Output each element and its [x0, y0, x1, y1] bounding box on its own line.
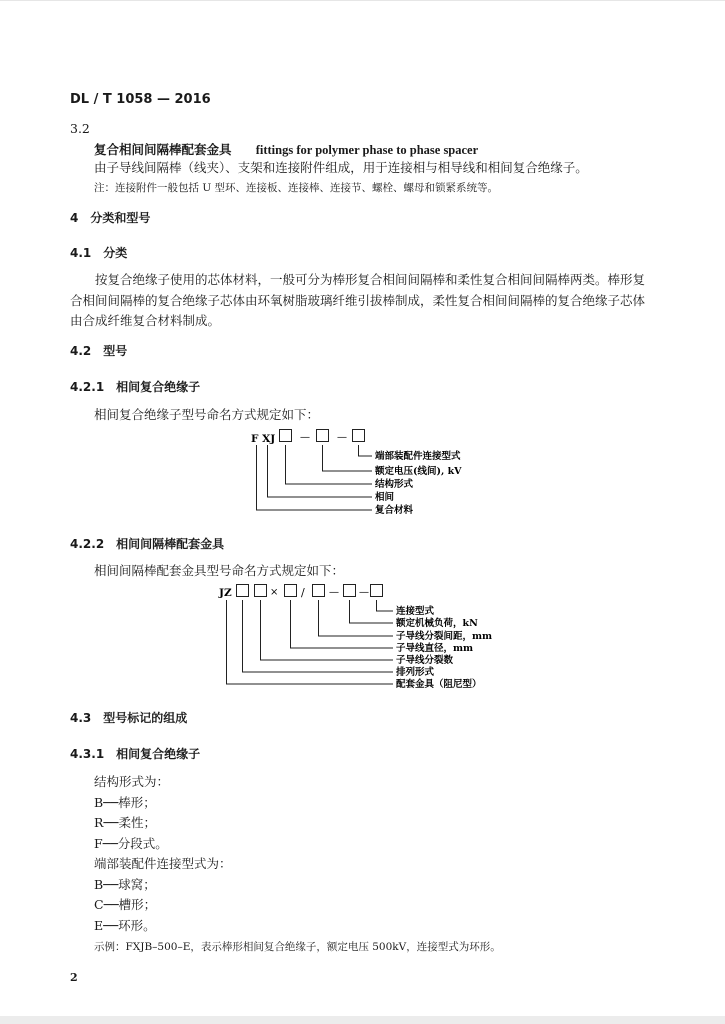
diagram1-prefix: F XJ [251, 433, 276, 445]
section-4-3-number: 4.3 [70, 711, 92, 725]
section-4-2-2-intro: 相间间隔棒配套金具型号命名方式规定如下： [94, 563, 345, 578]
diagram2-box-load [344, 585, 356, 597]
section-4-number: 4 [70, 211, 79, 225]
diagram2-box-spacing [313, 585, 325, 597]
diagram2-slash: / [301, 586, 305, 599]
diagram2-times: × [270, 587, 279, 598]
section-4-2-1-number: 4.2.1 [70, 380, 105, 394]
section-4-2-1-intro: 相间复合绝缘子型号命名方式规定如下： [94, 407, 320, 422]
diagram1-label-connection: 端部装配件连接型式 [375, 451, 461, 462]
section-4-3-1-heading [70, 745, 200, 762]
section-4-1-title: 分类 [103, 246, 128, 260]
diagram1-box-structure [280, 430, 292, 442]
section-4-2-2-heading [70, 535, 224, 552]
section-4-3-heading [70, 709, 187, 726]
section-4-title: 分类和型号 [90, 211, 151, 225]
section-4-3-1-title: 相间复合绝缘子 [116, 747, 201, 761]
diagram2-box-diameter [285, 585, 297, 597]
connection-type-label: 端部装配件连接型式为： [94, 856, 232, 871]
diagram1-sep1: — [300, 432, 310, 443]
structure-f: F──分段式。 [94, 836, 168, 851]
diagram2-label-diameter: 子导线直径，mm [396, 643, 474, 654]
term-chinese: 复合相间间隔棒配套金具 [94, 142, 232, 157]
section-4-2-number: 4.2 [70, 344, 92, 358]
section-4-1-number: 4.1 [70, 246, 92, 260]
structure-b: B──棒形； [94, 795, 156, 810]
diagram2-label-load: 额定机械负荷，kN [396, 618, 478, 629]
section-4-3-title: 型号标记的组成 [103, 711, 188, 725]
diagram2-box-connection [371, 585, 383, 597]
diagram2-sep1: — [329, 587, 339, 598]
term-definition: 由子导线间隔棒（线夹）、支架和连接附件组成，用于连接相与相导线和相间复合绝缘子。 [94, 160, 588, 175]
diagram1-leader-lines [257, 445, 373, 510]
diagram1-label-voltage: 额定电压(线间), kV [375, 466, 462, 477]
diagram2-label-spacing: 子导线分裂间距，mm [396, 631, 493, 642]
diagram2-label-connection: 连接型式 [396, 606, 435, 617]
diagram1-label-phase: 相间 [375, 492, 395, 503]
diagram1-label-structure: 结构形式 [375, 479, 414, 490]
section-4-3-1-number: 4.3.1 [70, 747, 105, 761]
term-english: fittings for polymer phase to phase spacer [255, 143, 479, 157]
section-4-2-1-title: 相间复合绝缘子 [116, 380, 201, 394]
diagram1-sep2: — [337, 432, 347, 443]
page-bottom-band [0, 1016, 725, 1024]
connection-c: C──槽形； [94, 897, 157, 912]
model-example: 示例：FXJB–500–E，表示棒形相间复合绝缘子，额定电压 500kV，连接型式为环形。 [94, 941, 501, 953]
diagram2-sep2: — [359, 587, 369, 598]
diagram1-label-material: 复合材料 [375, 505, 414, 516]
section-4-2-2-number: 4.2.2 [70, 537, 105, 551]
standard-code-header: DL / T 1058 — 2016 [70, 92, 211, 107]
diagram1-box-voltage [317, 430, 329, 442]
structure-form-label: 结构形式为： [94, 774, 170, 789]
diagram2-box-arrangement [237, 585, 249, 597]
diagram2-leader-lines [227, 600, 394, 684]
structure-r: R──柔性； [94, 815, 156, 830]
diagram2-label-arrangement: 排列形式 [396, 667, 435, 678]
diagram2-label-fittings: 配套金具（阻尼型） [396, 679, 482, 690]
diagram2-box-split-count [255, 585, 267, 597]
section-4-2-2-title: 相间间隔棒配套金具 [116, 537, 225, 551]
term-note: 注：连接附件一般包括 U 型环、连接板、连接棒、连接节、螺栓、螺母和锁紧系统等。 [94, 182, 499, 194]
connection-e: E──环形。 [94, 918, 156, 933]
connection-b: B──球窝； [94, 877, 156, 892]
section-3-2-number: 3.2 [70, 121, 90, 136]
diagram2-prefix: JZ [219, 587, 232, 599]
diagram2-label-split-count: 子导线分裂数 [396, 655, 454, 666]
section-4-2-title: 型号 [103, 344, 128, 358]
page-number: 2 [70, 971, 78, 984]
section-4-1-paragraph: 按复合绝缘子使用的芯体材料，一般可分为棒形复合相间间隔棒和柔性复合相间间隔棒两类。棒形复合相间间隔棒的复合绝缘子芯体由环氧树脂玻璃纤维引拔棒制成，柔性复合相间间隔棒的复合绝缘子芯体由合成纤维复合材料制成。 [70, 272, 646, 328]
diagram1-box-connection [353, 430, 365, 442]
